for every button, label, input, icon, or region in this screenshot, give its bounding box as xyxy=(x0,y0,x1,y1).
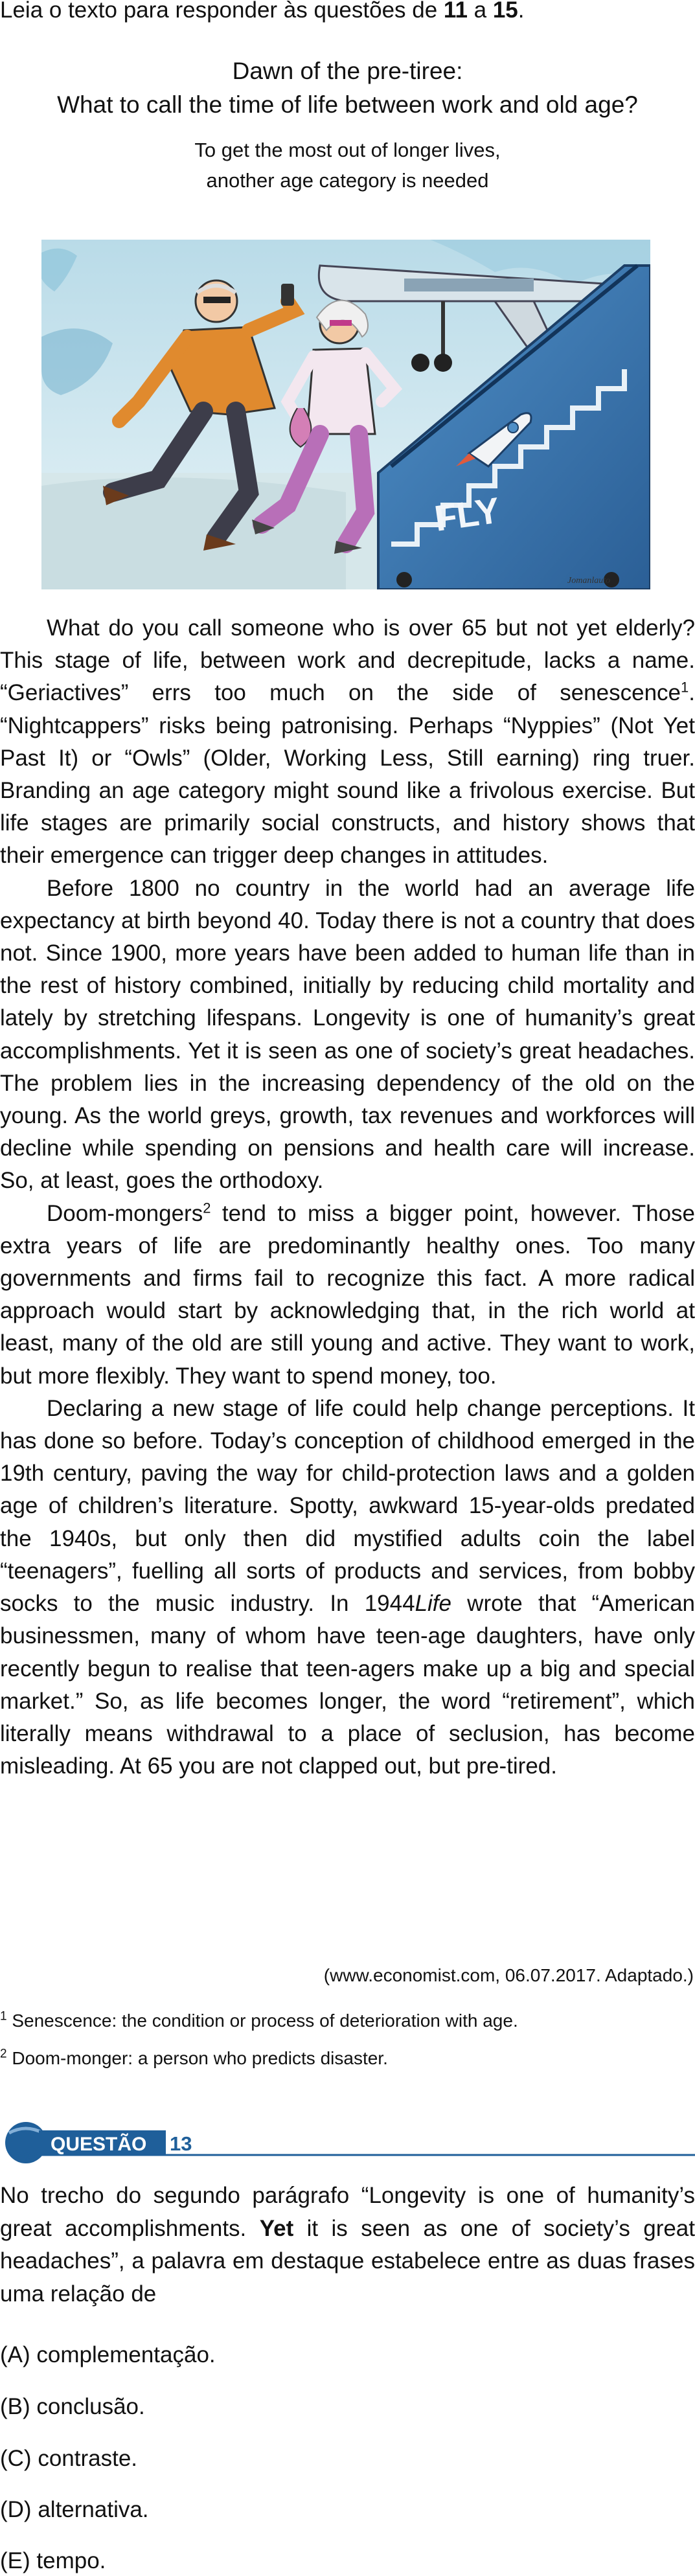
option-d[interactable] xyxy=(0,2496,149,2524)
article-paragraph-3: Doom-mongers$^2$ tend to miss a bigger point, however. Those extra years of life are predominantly healthy ones. Too many governments and firms fail to recognize this fact. A more radical approach would start by acknowledging that, in the rich world at least, many of the old are still young and active. They want to work, but more flexibly. They want to spend money, too. xyxy=(0,1200,695,1389)
intro-question-to: 15 xyxy=(492,0,518,23)
article-subtitle-line-1: To get the most out of longer lives, xyxy=(194,139,501,161)
article-title xyxy=(0,54,695,122)
option-a[interactable] xyxy=(0,2341,216,2369)
question-label: QUESTÃO xyxy=(51,2134,147,2155)
option-c-text: contraste. xyxy=(38,2446,138,2471)
footnote-ref-1: 1 xyxy=(681,679,689,696)
question-highlight-word: Yet xyxy=(259,2215,294,2241)
option-e[interactable] xyxy=(0,2547,106,2575)
option-c-letter: (C) xyxy=(0,2446,32,2471)
article-title-line-2: What to call the time of life between work and old age? xyxy=(57,91,638,118)
option-d-letter: (D) xyxy=(0,2497,32,2522)
intro-instruction: Leia o texto para responder às questões de 11 a 15. xyxy=(0,0,525,23)
option-d-text: alternativa. xyxy=(38,2497,149,2522)
article-title-line-1: Dawn of the pre-tiree: xyxy=(232,58,463,84)
option-b-text: conclusão. xyxy=(36,2394,145,2419)
article-subtitle xyxy=(0,135,695,196)
illustration-signature: Jomanlauto xyxy=(567,576,611,586)
article-paragraph-1: What do you call someone who is over 65 but not yet elderly? This stage of life, between work and decrepitude, lacks a name. “Geriactives” errs too much on the side of senescence$^1$. “Nightcappers” risks being patronising. Perhaps “Nyppies” (Not Yet Past It) or “Owls” (Older, Working Less, Still earning) ring truer. Branding an age category might sound like a frivolous exercise. But life stages are primarily social constructs, and history shows that their emergence can trigger deep changes in attitudes. xyxy=(0,615,695,869)
option-b-letter: (B) xyxy=(0,2394,30,2419)
option-b[interactable] xyxy=(0,2393,145,2421)
question-text: No trecho do segundo parágrafo “Longevity is one of humanity’s great accomplishments. Yet it is seen as one of society’s great headaches”, a palavra em destaque estabelece entre as duas frases uma relação de xyxy=(0,2183,695,2307)
article-paragraph-2: Before 1800 no country in the world had an average life expectancy at birth beyond 40. Today there is not a country that does not. Since 1900, more years have been added to human life than in the rest of history combined, initially by reducing child mortality and lately by stretching lifespans. Longevity is one of humanity’s great accomplishments. Yet it is seen as one of society’s great headaches. The problem lies in the increasing dependency of the old on the young. As the world greys, growth, tax revenues and workforces will decline while spending on pensions and health care will increase. So, at least, goes the orthodoxy. xyxy=(0,875,695,1194)
stairs-label: FLY xyxy=(431,489,503,539)
question-number: 13 xyxy=(170,2132,192,2155)
article-body xyxy=(0,612,695,1783)
footnote-1: $^1$ Senescence: the condition or process of deterioration with age. xyxy=(0,2009,518,2031)
option-e-letter: (E) xyxy=(0,2548,30,2573)
footnote-2: $^2$ Doom-monger: a person who predicts disaster. xyxy=(0,2047,388,2068)
article-paragraph-4: Declaring a new stage of life could help change perceptions. It has done so before. Today’s conception of childhood emerged in the 19th century, paving the way for child-protection laws and a golden age of children’s literature. Spotty, awkward 15-year-olds predated the 1940s, but only then did mystified adults coin the label “teenagers”, fuelling all sorts of products and services, from bobby socks to the music industry. In 1944Life wrote that “American businessmen, many of whom have teen-age daughters, have only recently begun to realise that teen-agers make up a big and special market.” So, as life becomes longer, the word “retirement”, which literally means withdrawal to a place of seclusion, has become misleading. At 65 you are not clapped out, but pre-tired. xyxy=(0,1395,695,1779)
option-a-letter: (A) xyxy=(0,2342,30,2367)
intro-question-from: 11 xyxy=(443,0,468,23)
magazine-title: Life xyxy=(415,1591,451,1617)
question-header xyxy=(0,2121,695,2164)
article-illustration xyxy=(41,240,650,589)
footnote-ref-2: 2 xyxy=(203,1200,211,1216)
article-subtitle-line-2: another age category is needed xyxy=(206,169,489,192)
option-c[interactable] xyxy=(0,2445,137,2473)
article-source: (www.economist.com, 06.07.2017. Adaptado.) xyxy=(323,1965,694,1985)
option-a-text: complementação. xyxy=(36,2342,216,2367)
option-e-text: tempo. xyxy=(36,2548,106,2573)
